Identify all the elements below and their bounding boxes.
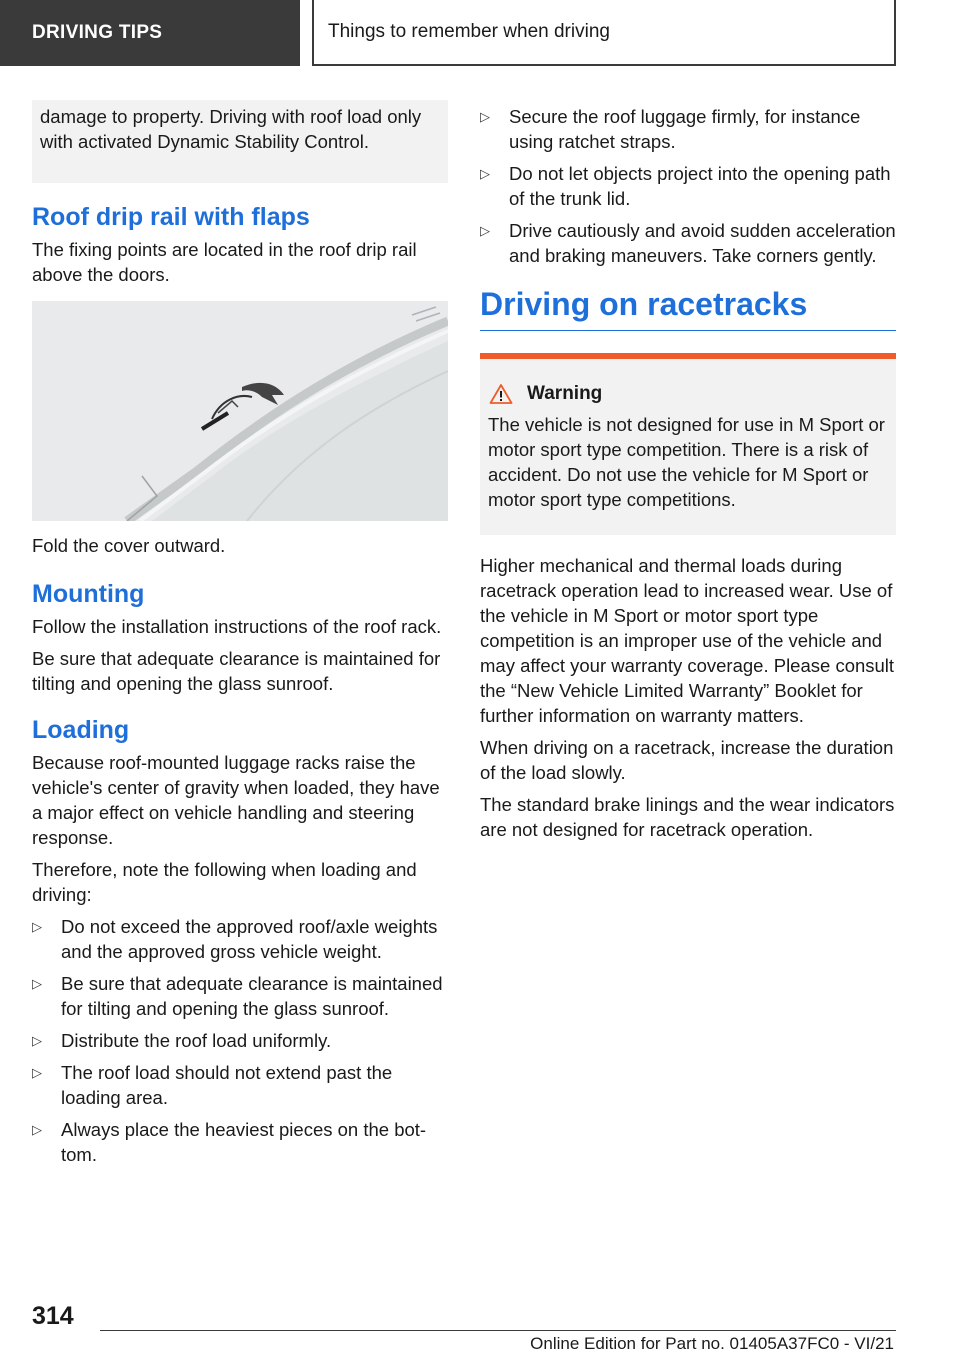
bullet-text: Always place the heaviest pieces on the bottom. bbox=[61, 1119, 427, 1165]
mounting-p1: Follow the installation instructions of the roof rack. bbox=[32, 616, 442, 637]
triangle-bullet-icon: ▷ bbox=[32, 1065, 42, 1080]
triangle-bullet-icon: ▷ bbox=[32, 919, 42, 934]
bullet-text: Secure the roof luggage firmly, for instance using ratchet straps. bbox=[509, 106, 861, 152]
racetracks-p3: The standard brake linings and the wear indicators are not designed for racetrack operation. bbox=[480, 794, 895, 840]
bullet-text: Do not let objects project into the opening path of the trunk lid. bbox=[509, 163, 891, 209]
list-item bbox=[480, 218, 896, 268]
bullet-text: Distribute the roof load uniformly. bbox=[61, 1030, 332, 1051]
list-item bbox=[32, 971, 448, 1021]
list-item bbox=[480, 161, 896, 211]
triangle-bullet-icon: ▷ bbox=[480, 166, 490, 181]
roof-luggage-bullet-list bbox=[480, 104, 896, 268]
chapter-title: Things to remember when driving bbox=[312, 0, 896, 66]
triangle-bullet-icon: ▷ bbox=[32, 1122, 42, 1137]
list-item bbox=[32, 914, 448, 964]
loading-p2: Therefore, note the following when loading and driving: bbox=[32, 859, 417, 905]
continued-note bbox=[32, 100, 448, 183]
list-item bbox=[480, 104, 896, 154]
triangle-bullet-icon: ▷ bbox=[32, 1033, 42, 1048]
racetracks-p1: Higher mechanical and thermal loads during racetrack operation lead to increased wear. Use of the vehicle in M Sport or motor sport type competition is an improper use of the vehicle and may affect your warranty coverage. Please consult the “New Vehicle Limited Warranty” Booklet for further information on warranty matters. bbox=[480, 555, 895, 726]
warning-box bbox=[480, 353, 896, 535]
bullet-text: Be sure that adequate clearance is maintained for tilting and opening the glass sunroof. bbox=[61, 973, 443, 1019]
mounting-p2: Be sure that adequate clearance is maintained for tilting and opening the glass sunroof. bbox=[32, 648, 441, 694]
section-tab: DRIVING TIPS bbox=[0, 0, 300, 66]
roof-illustration bbox=[32, 301, 448, 521]
warning-title: Warning bbox=[527, 383, 603, 404]
heading-roof-drip-rail: Roof drip rail with flaps bbox=[32, 203, 310, 231]
bullet-text: Do not exceed the approved roof/axle weights and the approved gross vehicle weight. bbox=[61, 916, 438, 962]
triangle-bullet-icon: ▷ bbox=[480, 109, 490, 124]
footer-divider bbox=[100, 1330, 896, 1331]
heading-loading: Loading bbox=[32, 716, 130, 744]
triangle-bullet-icon: ▷ bbox=[480, 223, 490, 238]
bullet-text: The roof load should not extend past the loading area. bbox=[61, 1062, 393, 1108]
note-text: damage to property. Driving with roof load only with activated Dynamic Stability Control. bbox=[40, 106, 422, 152]
loading-p1: Because roof-mounted luggage racks raise the vehicle's center of gravity when loaded, they have a major effect on vehicle handling and steering response. bbox=[32, 752, 440, 848]
page-number: 314 bbox=[32, 1302, 74, 1330]
bullet-text: Drive cautiously and avoid sudden acceleration and braking maneuvers. Take corners gently. bbox=[509, 220, 896, 266]
fold-cover-text: Fold the cover outward. bbox=[32, 535, 226, 556]
right-column bbox=[480, 104, 896, 849]
heading-driving-on-racetracks: Driving on racetracks bbox=[480, 284, 896, 331]
roof-drip-rail-illustration bbox=[32, 301, 448, 521]
heading-mounting: Mounting bbox=[32, 580, 145, 608]
loading-bullet-list bbox=[32, 914, 448, 1167]
list-item bbox=[32, 1117, 448, 1167]
edition-info: Online Edition for Part no. 01405A37FC0 - VI/21 bbox=[530, 1334, 894, 1353]
warning-header bbox=[488, 381, 888, 406]
drip-rail-text: The fixing points are located in the roof drip rail above the doors. bbox=[32, 239, 417, 285]
warning-triangle-icon bbox=[489, 383, 513, 405]
racetracks-p2: When driving on a racetrack, increase the duration of the load slowly. bbox=[480, 737, 894, 783]
triangle-bullet-icon: ▷ bbox=[32, 976, 42, 991]
warning-text: The vehicle is not designed for use in M Sport or motor sport type competition. There is a risk of accident. Do not use the vehicle for M Sport or motor sport type competitions. bbox=[488, 414, 885, 510]
list-item bbox=[32, 1028, 448, 1053]
list-item bbox=[32, 1060, 448, 1110]
left-column bbox=[32, 100, 448, 1174]
